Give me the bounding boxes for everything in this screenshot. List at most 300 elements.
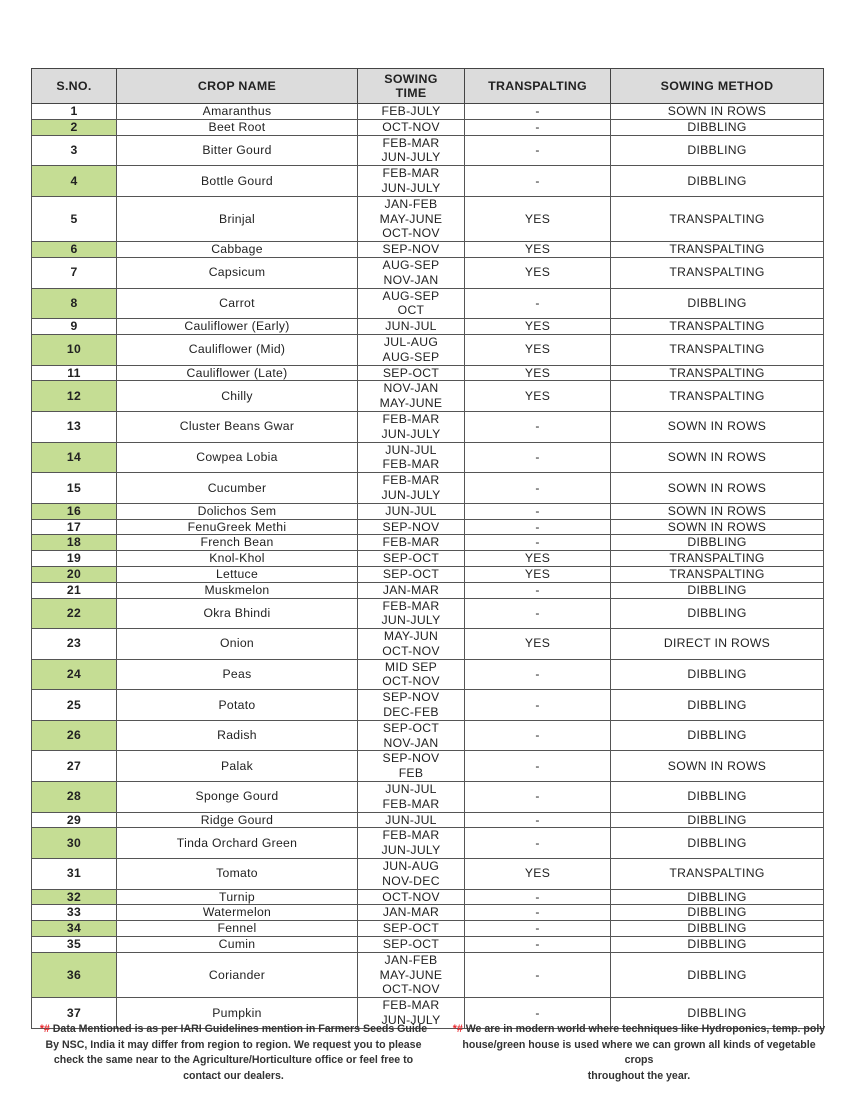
sowing-time-line: JUN-JUL: [385, 503, 437, 518]
cell-sowing-method: SOWN IN ROWS: [611, 104, 824, 120]
cell-transplanting: -: [465, 503, 611, 519]
table-row: [32, 905, 824, 921]
sowing-time-line: SEP-NOV: [382, 751, 440, 766]
cell-transplanting: -: [465, 119, 611, 135]
table-header-row: [32, 69, 824, 104]
sowing-time-line: FEB-MAR: [382, 998, 440, 1013]
sowing-time-line: FEB-MAR: [382, 598, 440, 613]
table-row: [32, 196, 824, 241]
footnote-line: [449, 1069, 829, 1085]
cell-sowing-time: [358, 442, 465, 473]
cell-sowing-method: TRANSPALTING: [611, 859, 824, 890]
cell-crop-name: Sponge Gourd: [117, 782, 358, 813]
sowing-time-line: FEB-MAR: [382, 535, 440, 550]
cell-sno: 14: [32, 442, 117, 473]
cell-sno: 35: [32, 937, 117, 953]
cell-sowing-method: DIBBLING: [611, 812, 824, 828]
footnote-line: [449, 1038, 829, 1069]
sowing-time-line: OCT-NOV: [382, 674, 440, 689]
sowing-time-line: DEC-FEB: [383, 705, 439, 720]
sowing-time-line: OCT-NOV: [382, 119, 440, 134]
table-row: [32, 257, 824, 288]
cell-sowing-time: [358, 598, 465, 629]
cell-sno: 26: [32, 720, 117, 751]
sowing-time-line: FEB-MAR: [382, 457, 440, 472]
table-row: [32, 365, 824, 381]
cell-sowing-method: SOWN IN ROWS: [611, 411, 824, 442]
cell-sno: 8: [32, 288, 117, 319]
cell-sowing-method: DIBBLING: [611, 952, 824, 997]
cell-sowing-method: DIBBLING: [611, 782, 824, 813]
cell-sowing-method: TRANSPALTING: [611, 242, 824, 258]
cell-sno: 32: [32, 889, 117, 905]
table-row: [32, 319, 824, 335]
cell-sowing-time: [358, 365, 465, 381]
sowing-time-line: MID SEP: [384, 659, 438, 674]
footnote-text: We are in modern world where techniques like Hydroponics, temp. poly: [462, 1023, 826, 1035]
footnote-text: check the same near to the Agriculture/Horticulture office or feel free to: [53, 1054, 414, 1066]
cell-transplanting: -: [465, 166, 611, 197]
sowing-time-line: SEP-OCT: [382, 921, 440, 936]
cell-sno: 19: [32, 551, 117, 567]
sowing-time-line: SEP-NOV: [382, 242, 440, 257]
cell-sowing-method: DIBBLING: [611, 889, 824, 905]
cell-sno: 15: [32, 473, 117, 504]
sowing-time-line: MAY-JUNE: [379, 396, 443, 411]
table-row: [32, 503, 824, 519]
cell-transplanting: -: [465, 411, 611, 442]
table-row: [32, 519, 824, 535]
footnote-line: [36, 1053, 431, 1069]
cell-crop-name: Cauliflower (Early): [117, 319, 358, 335]
cell-sowing-time: [358, 859, 465, 890]
cell-sowing-time: [358, 720, 465, 751]
cell-crop-name: Cauliflower (Late): [117, 365, 358, 381]
cell-sowing-time: [358, 135, 465, 166]
sowing-time-line: JUN-JUL: [385, 812, 437, 827]
footnote-text: Data Mentioned is as per IARI Guidelines mention in Farmers Seeds Guide: [49, 1023, 428, 1035]
cell-sno: 12: [32, 381, 117, 412]
cell-sno: 20: [32, 566, 117, 582]
cell-transplanting: -: [465, 782, 611, 813]
cell-sowing-time: [358, 535, 465, 551]
cell-sno: 7: [32, 257, 117, 288]
cell-sno: 1: [32, 104, 117, 120]
cell-crop-name: Cauliflower (Mid): [117, 334, 358, 365]
sowing-time-line: JUN-JULY: [381, 487, 441, 502]
sowing-time-line: JAN-MAR: [382, 582, 440, 597]
cell-sowing-method: SOWN IN ROWS: [611, 519, 824, 535]
cell-sowing-method: DIBBLING: [611, 288, 824, 319]
cell-sowing-time: [358, 782, 465, 813]
cell-crop-name: Bitter Gourd: [117, 135, 358, 166]
footnote-line: [36, 1038, 431, 1054]
footnote-right: [449, 1022, 829, 1084]
table-row: [32, 473, 824, 504]
cell-crop-name: Fennel: [117, 921, 358, 937]
footnote-line: [36, 1022, 431, 1038]
cell-sowing-time: [358, 288, 465, 319]
cell-transplanting: -: [465, 288, 611, 319]
cell-crop-name: Cucumber: [117, 473, 358, 504]
cell-sowing-time: [358, 242, 465, 258]
cell-crop-name: Palak: [117, 751, 358, 782]
table-row: [32, 411, 824, 442]
cell-sowing-method: TRANSPALTING: [611, 257, 824, 288]
table-row: [32, 135, 824, 166]
cell-transplanting: -: [465, 135, 611, 166]
sowing-time-line: OCT-NOV: [382, 643, 440, 658]
cell-sowing-time: [358, 659, 465, 690]
cell-sowing-time: [358, 503, 465, 519]
sowing-time-line: JUN-JUL: [385, 782, 437, 797]
cell-transplanting: -: [465, 828, 611, 859]
cell-crop-name: Chilly: [117, 381, 358, 412]
cell-sowing-time: [358, 119, 465, 135]
cell-sowing-method: TRANSPALTING: [611, 334, 824, 365]
cell-crop-name: Cowpea Lobia: [117, 442, 358, 473]
header-sowing-time: [358, 69, 465, 104]
cell-sowing-time: [358, 519, 465, 535]
cell-sowing-method: DIBBLING: [611, 905, 824, 921]
sowing-time-line: MAY-JUN: [383, 629, 439, 644]
cell-crop-name: Turnip: [117, 889, 358, 905]
cell-sowing-time: [358, 629, 465, 660]
cell-sowing-time: [358, 921, 465, 937]
sowing-time-line: OCT: [397, 303, 425, 318]
cell-transplanting: YES: [465, 859, 611, 890]
cell-sowing-time: [358, 166, 465, 197]
cell-transplanting: -: [465, 889, 611, 905]
cell-sowing-method: TRANSPALTING: [611, 566, 824, 582]
cell-crop-name: French Bean: [117, 535, 358, 551]
cell-transplanting: -: [465, 659, 611, 690]
cell-transplanting: YES: [465, 196, 611, 241]
cell-transplanting: -: [465, 473, 611, 504]
cell-sno: 31: [32, 859, 117, 890]
cell-sowing-time: [358, 566, 465, 582]
footnote-mark: *#: [452, 1023, 463, 1035]
sowing-time-line: JUN-JULY: [381, 1013, 441, 1028]
cell-sowing-time: [358, 889, 465, 905]
cell-sowing-method: SOWN IN ROWS: [611, 503, 824, 519]
sowing-time-line: JUN-JULY: [381, 180, 441, 195]
cell-sowing-method: DIBBLING: [611, 166, 824, 197]
cell-sowing-method: DIBBLING: [611, 582, 824, 598]
sowing-time-line: NOV-JAN: [383, 381, 439, 396]
sowing-time-line: OCT-NOV: [382, 226, 440, 241]
table-row: [32, 952, 824, 997]
footnote-text: By NSC, India it may differ from region to region. We request you to please: [45, 1038, 422, 1051]
table-row: [32, 751, 824, 782]
cell-sowing-time: [358, 473, 465, 504]
sowing-time-line: FEB-JULY: [381, 104, 441, 118]
sowing-time-line: JUN-JULY: [381, 426, 441, 441]
sowing-time-line: FEB-MAR: [382, 411, 440, 426]
table-row: [32, 288, 824, 319]
cell-sno: 27: [32, 751, 117, 782]
sowing-time-line: OCT-NOV: [382, 982, 440, 997]
header-sowing-method: SOWING METHOD: [611, 69, 824, 104]
cell-crop-name: Brinjal: [117, 196, 358, 241]
cell-sowing-method: DIBBLING: [611, 135, 824, 166]
sowing-time-line: SEP-NOV: [382, 690, 440, 705]
cell-transplanting: -: [465, 952, 611, 997]
cell-crop-name: Amaranthus: [117, 104, 358, 120]
cell-sno: 22: [32, 598, 117, 629]
sowing-time-line: NOV-DEC: [382, 873, 440, 888]
cell-sno: 4: [32, 166, 117, 197]
table-row: [32, 629, 824, 660]
table-row: [32, 104, 824, 120]
cell-transplanting: YES: [465, 381, 611, 412]
sowing-time-line: JUN-JULY: [381, 613, 441, 628]
cell-transplanting: -: [465, 998, 611, 1029]
table-row: [32, 828, 824, 859]
cell-transplanting: -: [465, 519, 611, 535]
cell-sowing-time: [358, 952, 465, 997]
cell-transplanting: YES: [465, 365, 611, 381]
cell-sowing-method: DIBBLING: [611, 659, 824, 690]
table-row: [32, 566, 824, 582]
cell-transplanting: -: [465, 690, 611, 721]
cell-crop-name: Peas: [117, 659, 358, 690]
sowing-time-line: MAY-JUNE: [379, 967, 443, 982]
cell-sno: 10: [32, 334, 117, 365]
cell-sowing-method: DIBBLING: [611, 535, 824, 551]
table-row: [32, 582, 824, 598]
cell-crop-name: Capsicum: [117, 257, 358, 288]
cell-sowing-time: [358, 319, 465, 335]
table-row: [32, 242, 824, 258]
cell-sno: 18: [32, 535, 117, 551]
cell-sno: 2: [32, 119, 117, 135]
table-row: [32, 334, 824, 365]
cell-crop-name: Lettuce: [117, 566, 358, 582]
cell-sno: 37: [32, 998, 117, 1029]
cell-transplanting: -: [465, 582, 611, 598]
footnote-left: [36, 1022, 431, 1084]
cell-transplanting: -: [465, 535, 611, 551]
table-row: [32, 166, 824, 197]
cell-sowing-method: TRANSPALTING: [611, 319, 824, 335]
cell-sno: 13: [32, 411, 117, 442]
cell-sowing-method: DIRECT IN ROWS: [611, 629, 824, 660]
cell-sno: 6: [32, 242, 117, 258]
sowing-time-line: JAN-MAR: [382, 905, 440, 920]
sowing-time-line: NOV-JAN: [383, 735, 439, 750]
sowing-time-line: SEP-NOV: [382, 519, 440, 534]
cell-transplanting: YES: [465, 257, 611, 288]
cell-crop-name: Bottle Gourd: [117, 166, 358, 197]
cell-sowing-time: [358, 812, 465, 828]
cell-crop-name: Watermelon: [117, 905, 358, 921]
cell-crop-name: Pumpkin: [117, 998, 358, 1029]
cell-sno: 24: [32, 659, 117, 690]
cell-crop-name: Carrot: [117, 288, 358, 319]
cell-transplanting: YES: [465, 242, 611, 258]
cell-crop-name: Knol-Khol: [117, 551, 358, 567]
cell-sno: 28: [32, 782, 117, 813]
table-row: [32, 535, 824, 551]
cell-crop-name: Tinda Orchard Green: [117, 828, 358, 859]
cell-sno: 33: [32, 905, 117, 921]
cell-sowing-method: TRANSPALTING: [611, 551, 824, 567]
cell-transplanting: YES: [465, 566, 611, 582]
table-row: [32, 859, 824, 890]
cell-crop-name: Muskmelon: [117, 582, 358, 598]
cell-transplanting: -: [465, 751, 611, 782]
footnote-line: [449, 1022, 829, 1038]
sowing-time-line: NOV-JAN: [383, 272, 439, 287]
footnote-text: throughout the year.: [587, 1069, 691, 1082]
cell-crop-name: Ridge Gourd: [117, 812, 358, 828]
sowing-time-line: FEB-MAR: [382, 796, 440, 811]
cell-sno: 30: [32, 828, 117, 859]
cell-sowing-time: [358, 937, 465, 953]
cell-transplanting: -: [465, 442, 611, 473]
cell-crop-name: Beet Root: [117, 119, 358, 135]
cell-sowing-method: SOWN IN ROWS: [611, 442, 824, 473]
table-row: [32, 598, 824, 629]
crop-sowing-table: [31, 68, 824, 1029]
cell-sowing-method: SOWN IN ROWS: [611, 751, 824, 782]
table-row: [32, 812, 824, 828]
cell-sowing-time: [358, 582, 465, 598]
sowing-time-line: FEB-MAR: [382, 828, 440, 843]
table-row: [32, 119, 824, 135]
table-row: [32, 381, 824, 412]
sowing-time-line: JAN-FEB: [384, 952, 438, 967]
table-body: [32, 104, 824, 1029]
cell-sowing-time: [358, 905, 465, 921]
footnotes: [31, 1022, 826, 1092]
header-sowing-time-label: SOWING TIME: [384, 72, 438, 100]
cell-sno: 16: [32, 503, 117, 519]
cell-sowing-method: SOWN IN ROWS: [611, 473, 824, 504]
cell-sowing-method: DIBBLING: [611, 937, 824, 953]
sowing-time-line: FEB-MAR: [382, 473, 440, 488]
sowing-time-line: JAN-FEB: [384, 196, 438, 211]
table-row: [32, 690, 824, 721]
cell-sno: 34: [32, 921, 117, 937]
header-sno: S.NO.: [32, 69, 117, 104]
cell-sowing-time: [358, 690, 465, 721]
sowing-time-line: JUL-AUG: [383, 334, 439, 349]
cell-crop-name: Okra Bhindi: [117, 598, 358, 629]
sowing-time-line: SEP-OCT: [382, 551, 440, 566]
sowing-time-line: JUN-AUG: [382, 859, 440, 874]
table-row: [32, 551, 824, 567]
cell-sno: 25: [32, 690, 117, 721]
table-row: [32, 659, 824, 690]
cell-sowing-method: DIBBLING: [611, 720, 824, 751]
cell-sowing-time: [358, 828, 465, 859]
cell-transplanting: -: [465, 598, 611, 629]
cell-sno: 17: [32, 519, 117, 535]
cell-transplanting: -: [465, 905, 611, 921]
cell-crop-name: Cumin: [117, 937, 358, 953]
cell-sowing-time: [358, 751, 465, 782]
sowing-time-line: JUN-JULY: [381, 843, 441, 858]
cell-transplanting: -: [465, 812, 611, 828]
sowing-time-line: JUN-JULY: [381, 150, 441, 165]
cell-crop-name: FenuGreek Methi: [117, 519, 358, 535]
cell-sowing-method: DIBBLING: [611, 998, 824, 1029]
cell-sno: 9: [32, 319, 117, 335]
footnote-mark: *#: [39, 1023, 50, 1035]
sowing-time-line: JUN-JUL: [385, 442, 437, 457]
cell-sowing-method: TRANSPALTING: [611, 196, 824, 241]
cell-transplanting: YES: [465, 629, 611, 660]
table-row: [32, 889, 824, 905]
header-transplanting: TRANSPALTING: [465, 69, 611, 104]
sowing-time-line: SEP-OCT: [382, 566, 440, 581]
cell-sno: 36: [32, 952, 117, 997]
cell-transplanting: -: [465, 921, 611, 937]
cell-sowing-method: DIBBLING: [611, 921, 824, 937]
cell-sno: 21: [32, 582, 117, 598]
cell-transplanting: -: [465, 720, 611, 751]
sowing-time-line: AUG-SEP: [382, 288, 440, 303]
cell-sowing-time: [358, 334, 465, 365]
sowing-time-line: FEB-MAR: [382, 135, 440, 150]
cell-sno: 29: [32, 812, 117, 828]
cell-sowing-time: [358, 411, 465, 442]
cell-sowing-time: [358, 104, 465, 120]
table-row: [32, 782, 824, 813]
sowing-time-line: JUN-JUL: [385, 319, 437, 334]
cell-sowing-method: DIBBLING: [611, 690, 824, 721]
cell-crop-name: Radish: [117, 720, 358, 751]
cell-transplanting: -: [465, 937, 611, 953]
cell-crop-name: Onion: [117, 629, 358, 660]
cell-transplanting: -: [465, 104, 611, 120]
sowing-time-line: SEP-OCT: [382, 720, 440, 735]
sowing-time-line: SEP-OCT: [382, 365, 440, 380]
cell-crop-name: Cluster Beans Gwar: [117, 411, 358, 442]
sowing-time-line: OCT-NOV: [382, 889, 440, 904]
table-row: [32, 720, 824, 751]
sowing-time-line: AUG-SEP: [382, 257, 440, 272]
sowing-time-line: SEP-OCT: [382, 937, 440, 952]
cell-sowing-time: [358, 196, 465, 241]
cell-transplanting: YES: [465, 334, 611, 365]
cell-sowing-method: DIBBLING: [611, 828, 824, 859]
cell-crop-name: Tomato: [117, 859, 358, 890]
table-row: [32, 937, 824, 953]
cell-transplanting: YES: [465, 551, 611, 567]
cell-sno: 3: [32, 135, 117, 166]
cell-crop-name: Potato: [117, 690, 358, 721]
cell-sowing-time: [358, 551, 465, 567]
cell-transplanting: YES: [465, 319, 611, 335]
cell-sowing-method: TRANSPALTING: [611, 381, 824, 412]
cell-sno: 5: [32, 196, 117, 241]
footnote-line: [36, 1069, 431, 1085]
cell-sno: 23: [32, 629, 117, 660]
header-crop-name: CROP NAME: [117, 69, 358, 104]
cell-sowing-time: [358, 381, 465, 412]
cell-crop-name: Cabbage: [117, 242, 358, 258]
cell-sowing-method: DIBBLING: [611, 119, 824, 135]
cell-crop-name: Dolichos Sem: [117, 503, 358, 519]
table-row: [32, 921, 824, 937]
cell-sowing-method: TRANSPALTING: [611, 365, 824, 381]
sowing-time-line: MAY-JUNE: [379, 211, 443, 226]
crop-sowing-table-container: [31, 68, 823, 1029]
sowing-time-line: FEB: [398, 766, 424, 781]
